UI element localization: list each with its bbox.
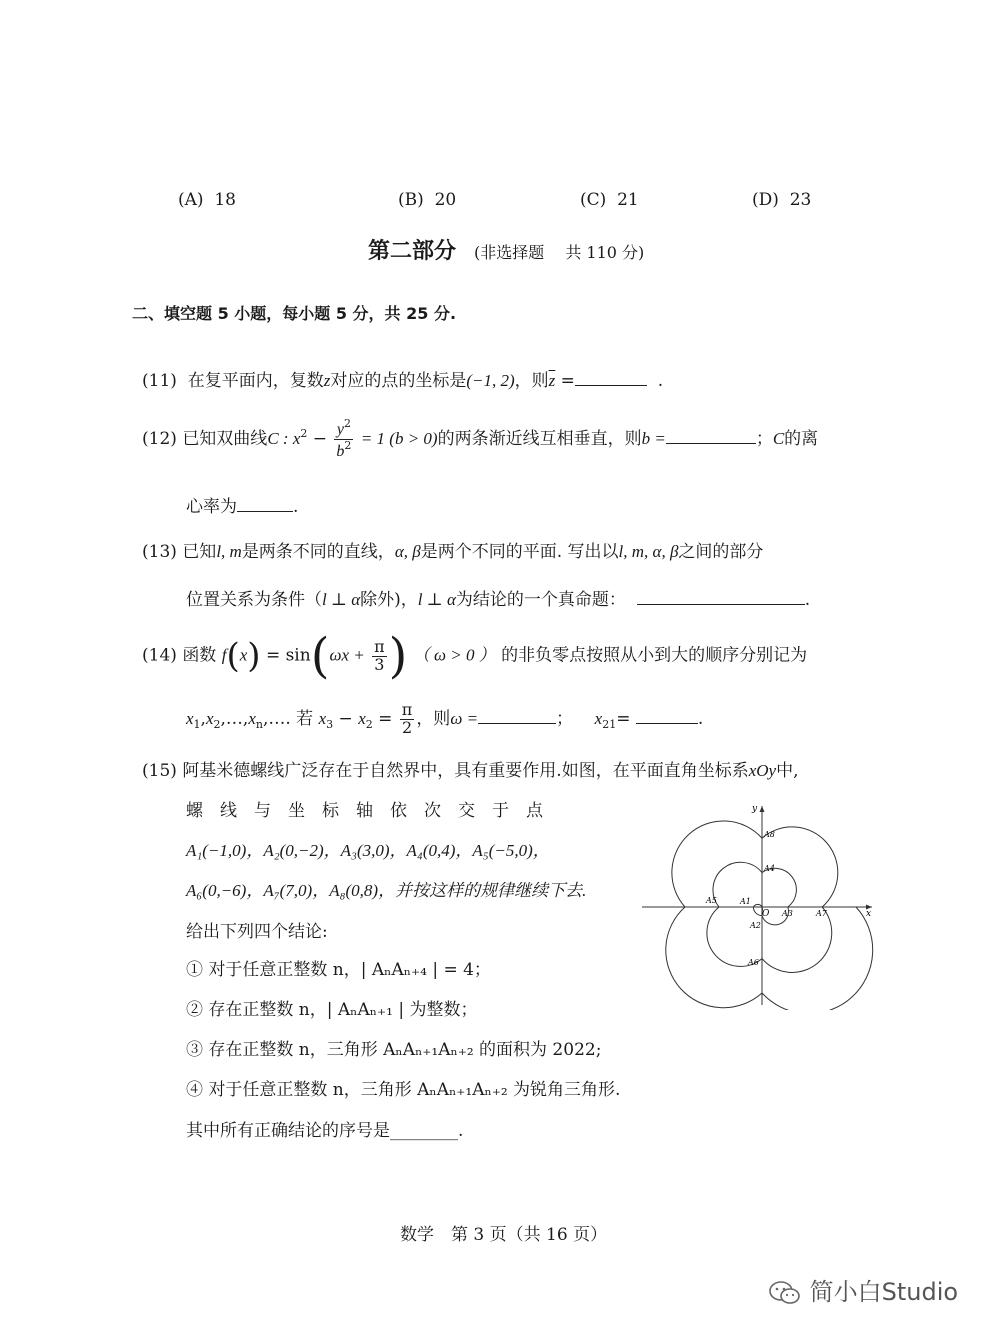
answer-blank[interactable]: [478, 707, 556, 724]
y-axis-label: y: [752, 804, 758, 814]
x-axis-label: x: [866, 909, 872, 919]
option-d: (D) 23: [752, 190, 812, 210]
label-a6: A6: [748, 958, 759, 967]
question-14: (14) 函数 f(x) = sin(ωx + $\frac{\pi}{3}$ ) （ ω > 0 ） 的非负零点按照从小到大的顺序分别记为: [142, 628, 808, 684]
y-arrow-icon: [760, 806, 765, 812]
conclusion-4: ④ 对于任意正整数 n，三角形 AₙAₙ₊₁Aₙ₊₂ 为锐角三角形.: [186, 1080, 621, 1100]
section-title: 第二部分: [368, 239, 457, 264]
q15-line4: A₆(0,−6)，A₇(7,0)，A₈(0,8)，并按这样的规律继续下去.: [186, 881, 587, 900]
q15-line5: 给出下列四个结论:: [186, 922, 328, 942]
label-a2: A2: [750, 921, 761, 930]
question-13: (13) 已知l, m是两条不同的直线，α, β是两个不同的平面. 写出以l, m, α, β之间的部分: [142, 542, 764, 562]
spiral-figure: [640, 800, 880, 1010]
label-a5: A5: [706, 896, 717, 905]
answer-blank[interactable]: [575, 369, 647, 386]
option-b: (B) 20: [398, 190, 457, 210]
page-footer: 数学 第 3 页（共 16 页）: [400, 1225, 608, 1245]
question-12-line2: 心率为 .: [186, 497, 299, 517]
answer-blank[interactable]: [237, 495, 293, 512]
q15-line2: 螺 线 与 坐 标 轴 依 次 交 于 点: [186, 801, 543, 821]
q15-line3: A₁(−1,0)，A₂(0,−2)，A₃(3,0)，A₄(0,4)，A₅(−5,0)，: [186, 841, 550, 860]
origin-label: O: [762, 909, 770, 919]
label-a1: A1: [740, 897, 751, 906]
wechat-icon: [768, 1279, 802, 1307]
label-a8: A8: [764, 830, 775, 839]
answer-blank[interactable]: [637, 588, 805, 605]
fraction: $\frac{\pi}{2}$: [401, 700, 413, 737]
answer-blank[interactable]: [666, 427, 756, 444]
option-c: (C) 21: [580, 190, 639, 210]
question-13-line2: 位置关系为条件（l ⊥ α除外)，l ⊥ α为结论的一个真命题： .: [186, 590, 811, 610]
question-12: (12) 已知双曲线C : $x^2$ − $\frac{y^2}{b^2}$ = 1 (b > 0)的两条渐近线互相垂直，则b = ；C的离: [142, 417, 819, 460]
label-a3: A3: [782, 909, 793, 918]
question-14-line2: $x_1,x_2,\dots,x_n,\dots$. 若 $x_3 - x_2$ = $\frac{\pi}{2}$ ，则ω = ； $x_{21}=$ .: [186, 700, 704, 737]
question-11: (11) 在复平面内，复数z对应的点的坐标是(−1, 2)，则$\overline{z}$ = .: [142, 371, 664, 391]
question-15: (15) 阿基米德螺线广泛存在于自然界中，具有重要作用.如图，在平面直角坐标系xOy中,: [142, 761, 799, 781]
conclusion-3: ③ 存在正整数 n，三角形 AₙAₙ₊₁Aₙ₊₂ 的面积为 2022;: [186, 1040, 602, 1060]
q15-last-line: 其中所有正确结论的序号是________.: [186, 1121, 464, 1141]
fraction: $\frac{y^2}{b^2}$: [336, 417, 352, 460]
watermark: 简小白Studio: [768, 1272, 958, 1307]
conclusion-1: ① 对于任意正整数 n，| AₙAₙ₊₄ | = 4；: [186, 960, 491, 980]
label-a4: A4: [764, 864, 775, 873]
label-a7: A7: [816, 909, 827, 918]
fraction: $\frac{\pi}{3}$: [374, 636, 385, 674]
conclusion-2: ② 存在正整数 n，| AₙAₙ₊₁ | 为整数；: [186, 1000, 478, 1020]
answer-blank[interactable]: [636, 707, 698, 724]
option-a: (A) 18: [178, 190, 236, 210]
part-header: 二、填空题 5 小题，每小题 5 分，共 25 分.: [132, 304, 457, 323]
section-subtitle: (非选择题 共 110 分): [474, 243, 645, 262]
